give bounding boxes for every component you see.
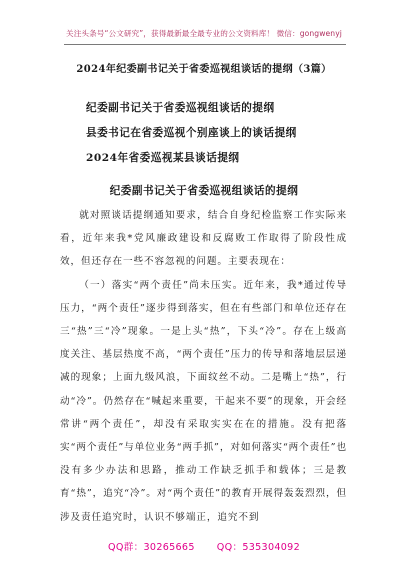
header-rule	[64, 44, 346, 45]
footer-contact	[0, 539, 408, 553]
toc-item: 2024年省委巡视某县谈话提纲	[86, 152, 240, 164]
promo-banner-text: 关注头条号“公文研究”，获得最新最全最专业的公文资料库！ 微信：gongwenyj	[66, 29, 342, 38]
qq-number: QQ：535304092	[216, 542, 300, 553]
qq-group-number: QQ群：30265665	[108, 542, 195, 553]
document-title: 2024年纪委副书记关于省委巡视组谈话的提纲（3篇）	[76, 64, 332, 75]
toc-item: 纪委副书记关于省委巡视组谈话的提纲	[86, 102, 275, 114]
paragraph: 就对照谈话提纲通知要求，结合自身纪检监察工作实际来看，近年来我*党风廉政建设和反腐败工作取得了阶段性成效，但还存在一些不容忽视的问题。主要表现在：	[60, 210, 347, 268]
body-text	[60, 204, 347, 529]
toc-item: 县委书记在省委巡视个别座谈上的谈话提纲	[86, 127, 297, 139]
section-title: 纪委副书记关于省委巡视组谈话的提纲	[109, 185, 299, 197]
table-of-contents	[86, 96, 386, 171]
top-banner	[0, 14, 408, 42]
paragraph: （一）落实“两个责任”尚未压实。近年来，我*通过传导压力，“两个责任”逐步得到落实，但在有些部门和单位还存在三“热”三“冷”现象。一是上头“热”，下头“冷”。存在上级高度关注、基层热度不高，“两个责任”压力的传导和落地层层递减的现象；上面九级风浪，下面纹丝不动。二是嘴上“热”，行动“冷”。仍然存在“喊起来重要，干起来不要”的现象，开会经常讲“两个责任”，却没有采取实实在在的措施。没有把落实“两个责任”与单位业务“两手抓”，对如何落实“两个责任”也没有多少办法和思路，推动工作缺乏抓手和载体；三是教育“热”，追究“冷”。对“两个责任”的教育开展得轰轰烈烈，但涉及责任追究时，认识不够端正，追究不到	[60, 279, 347, 523]
